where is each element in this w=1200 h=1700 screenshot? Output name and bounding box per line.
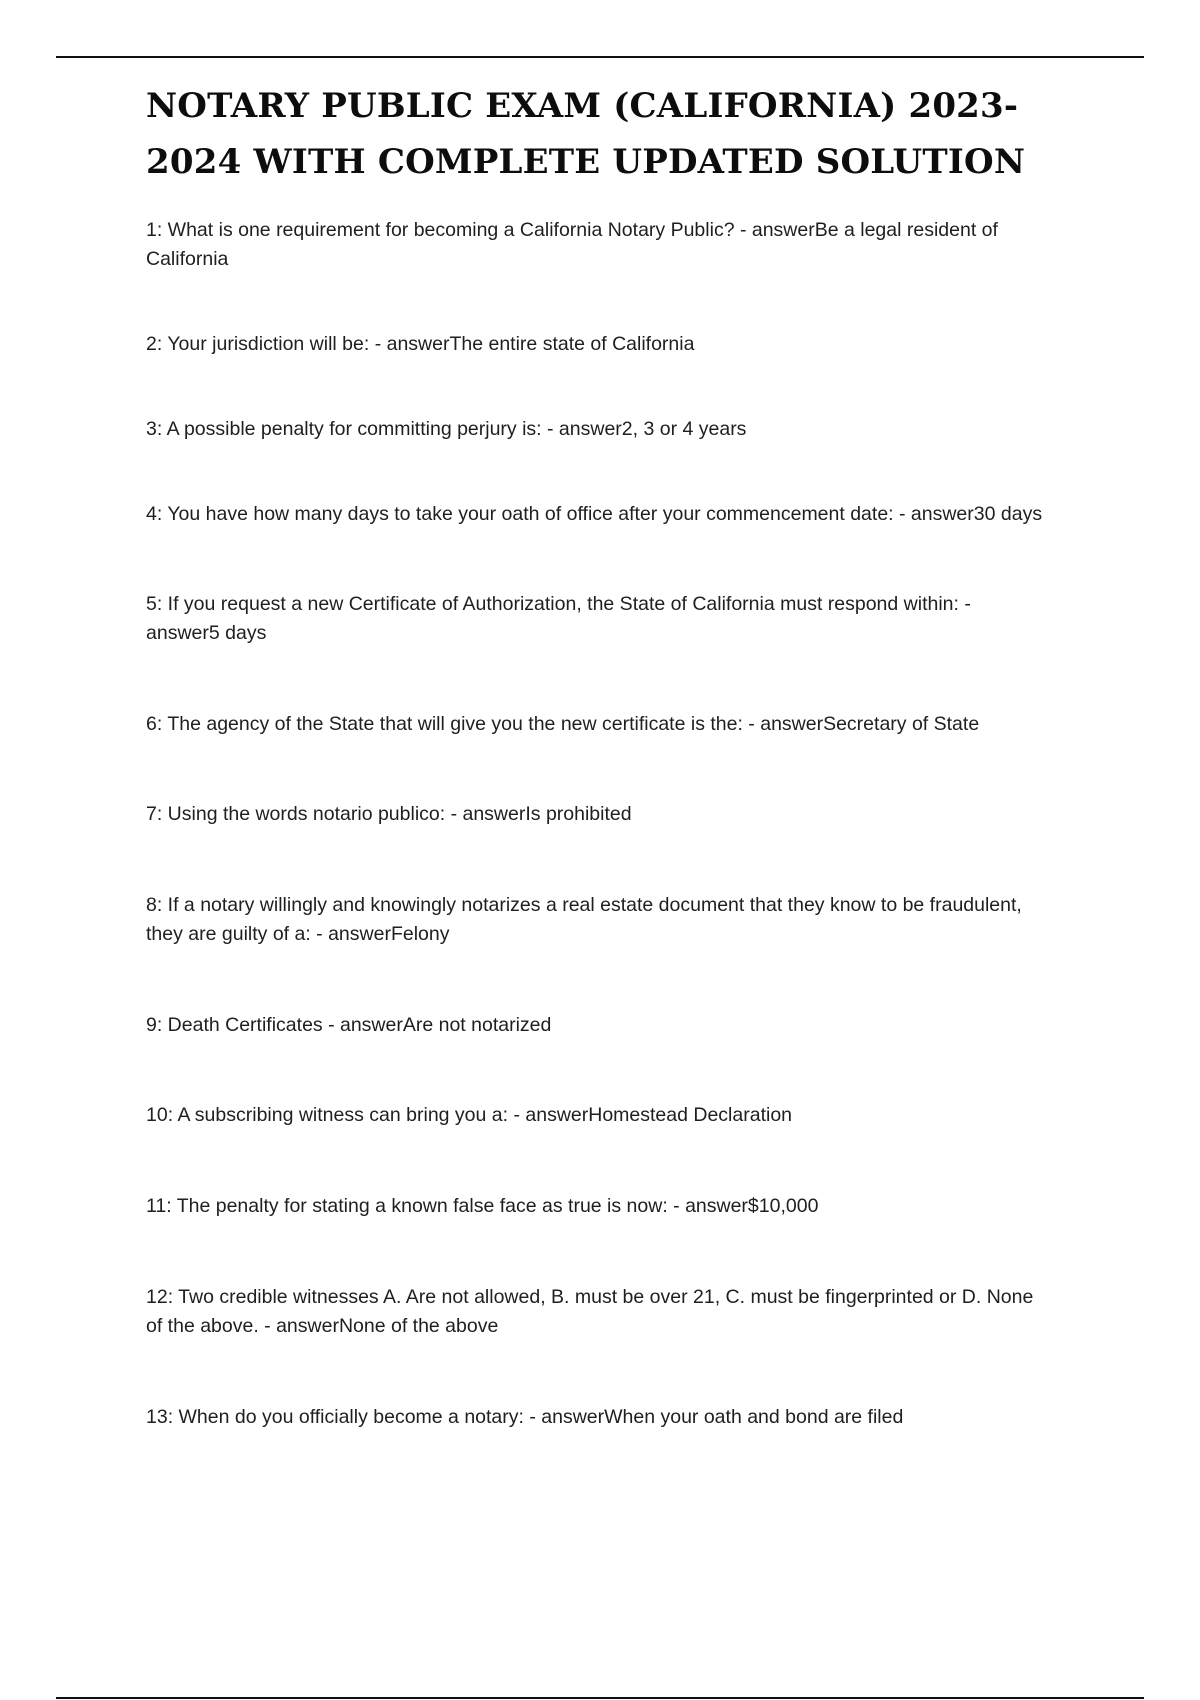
qa-item-9: 9: Death Certificates - answerAre not notarized (146, 1014, 552, 1036)
document-content (146, 78, 1046, 1432)
qa-item-7: 7: Using the words notario publico: - answerIs prohibited (146, 803, 632, 825)
qa-item-12: 12: Two credible witnesses A. Are not allowed, B. must be over 21, C. must be fingerprinted or D. None of the above. - answerNone of the above (146, 1286, 1034, 1337)
qa-item-8: 8: If a notary willingly and knowingly notarizes a real estate document that they know to be fraudulent, they are guilty of a: - answerFelony (146, 894, 1022, 945)
qa-item-5: 5: If you request a new Certificate of Authorization, the State of California must respond within: - answer5 days (146, 593, 971, 644)
qa-item-2: 2: Your jurisdiction will be: - answerThe entire state of California (146, 333, 695, 355)
bottom-rule (56, 1697, 1144, 1699)
qa-item-6: 6: The agency of the State that will give you the new certificate is the: - answerSecretary of State (146, 713, 980, 735)
qa-item-11: 11: The penalty for stating a known false face as true is now: - answer$10,000 (146, 1195, 819, 1217)
qa-item-1: 1: What is one requirement for becoming a California Notary Public? - answerBe a legal resident of California (146, 219, 998, 270)
qa-item-4: 4: You have how many days to take your oath of office after your commencement date: - answer30 days (146, 503, 1043, 525)
qa-item-10: 10: A subscribing witness can bring you a: - answerHomestead Declaration (146, 1104, 793, 1126)
top-rule (56, 56, 1144, 58)
document-title: NOTARY PUBLIC EXAM (CALIFORNIA) 2023-2024 WITH COMPLETE UPDATED SOLUTION (146, 86, 1026, 182)
qa-item-3: 3: A possible penalty for committing perjury is: - answer2, 3 or 4 years (146, 418, 747, 440)
qa-list (146, 216, 1046, 1432)
qa-item-13: 13: When do you officially become a notary: - answerWhen your oath and bond are filed (146, 1406, 904, 1428)
